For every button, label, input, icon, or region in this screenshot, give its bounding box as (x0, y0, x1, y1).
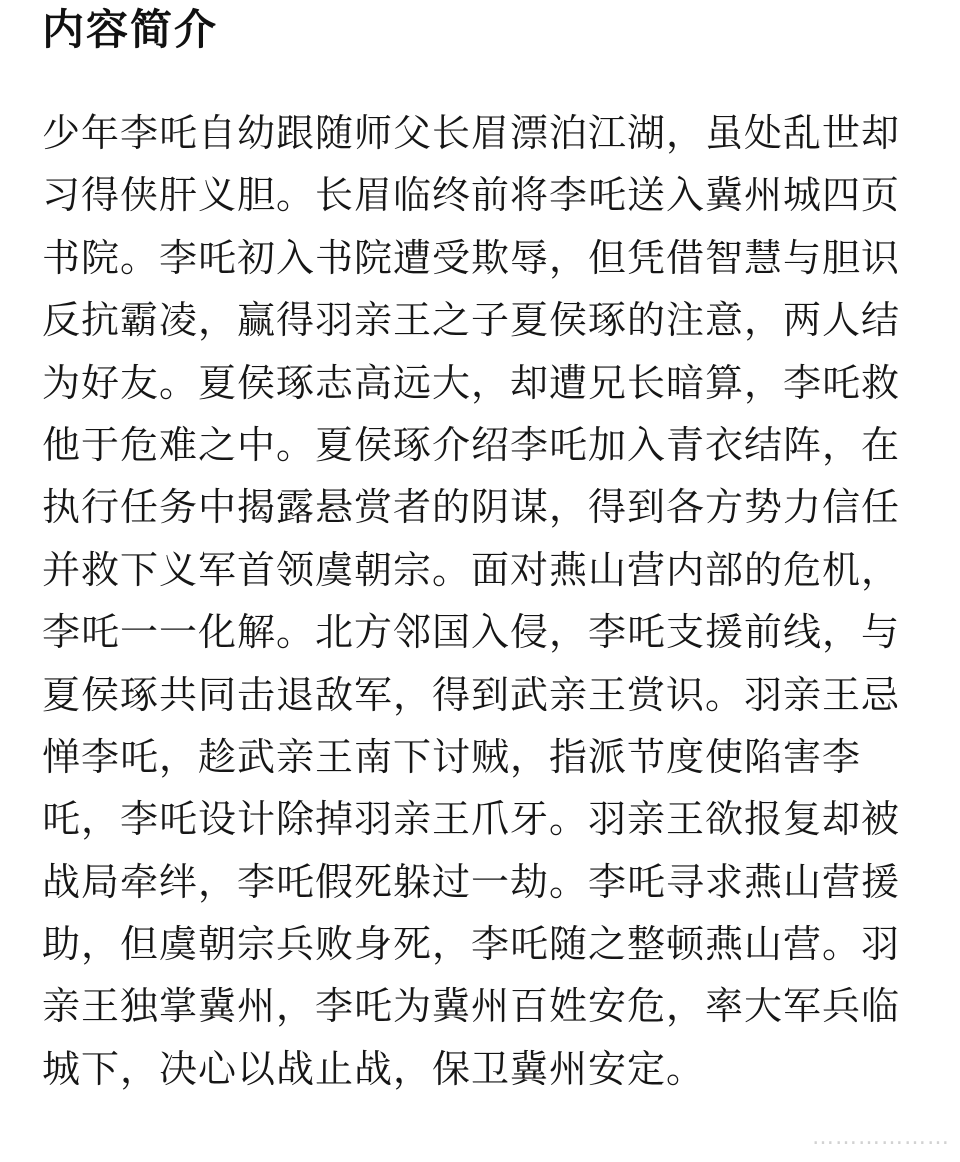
synopsis-line: 并救下义军首领虞朝宗。面对燕山营内部的危机， (42, 547, 901, 592)
synopsis-line: 李吒一一化解。北方邻国入侵，李吒支援前线，与 (42, 610, 901, 655)
synopsis-line: 他于危难之中。夏侯琢介绍李吒加入青衣结阵，在 (42, 422, 901, 467)
watermark: ……………… (812, 1125, 950, 1150)
synopsis-line: 吒，李吒设计除掉羽亲王爪牙。羽亲王欲报复却被 (42, 797, 901, 842)
synopsis-line: 城下，决心以战止战，保卫冀州安定。 (42, 1046, 706, 1091)
section-heading: 内容简介 (42, 5, 219, 54)
synopsis-line: 书院。李吒初入书院遭受欺辱，但凭借智慧与胆识 (42, 235, 901, 280)
synopsis-line: 为好友。夏侯琢志高远大，却遭兄长暗算，李吒救 (42, 360, 901, 405)
synopsis-line: 战局牵绊，李吒假死躲过一劫。李吒寻求燕山营援 (42, 859, 901, 904)
synopsis-line: 助，但虞朝宗兵败身死，李吒随之整顿燕山营。羽 (42, 922, 901, 967)
synopsis-line: 习得侠肝义胆。长眉临终前将李吒送入冀州城四页 (42, 173, 901, 218)
synopsis-line: 反抗霸凌，赢得羽亲王之子夏侯琢的注意，两人结 (42, 298, 901, 343)
synopsis-line: 夏侯琢共同击退敌军，得到武亲王赏识。羽亲王忌 (42, 672, 901, 717)
synopsis-line: 亲王独掌冀州，李吒为冀州百姓安危，率大军兵临 (42, 984, 901, 1029)
synopsis-line: 惮李吒，趁武亲王南下讨贼，指派节度使陷害李 (42, 734, 862, 779)
synopsis-line: 执行任务中揭露悬赏者的阴谋，得到各方势力信任 (42, 485, 901, 530)
synopsis-paragraph (42, 102, 922, 1100)
synopsis-line: 少年李吒自幼跟随师父长眉漂泊江湖，虽处乱世却 (42, 111, 901, 155)
